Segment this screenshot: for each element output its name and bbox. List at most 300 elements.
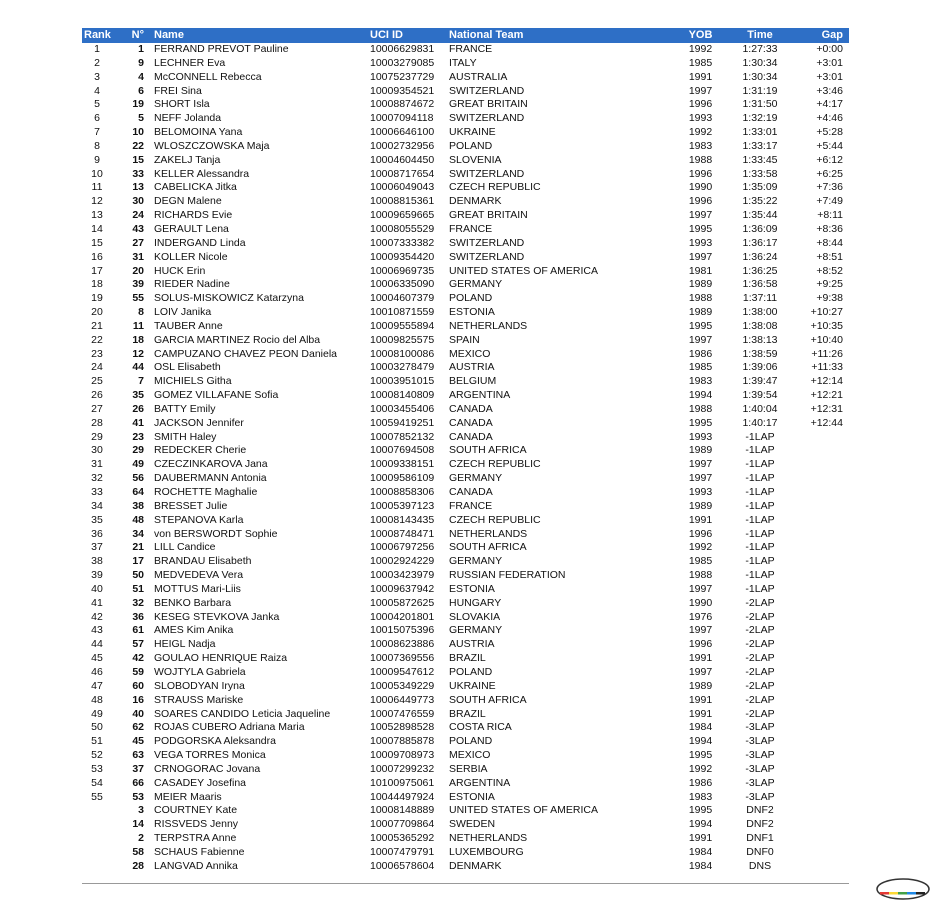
cell-uci-id: 10004607379 [370, 292, 435, 305]
cell-uci-id: 10009708973 [370, 749, 435, 762]
cell-uci-id: 10007369556 [370, 652, 435, 665]
cell-yob: 1991 [688, 693, 713, 706]
cell-bib: 15 [132, 153, 144, 166]
cell-yob: 1985 [688, 56, 713, 69]
cell-uci-id: 10007479791 [370, 845, 435, 858]
cell-gap: +10:35 [810, 319, 843, 332]
cell-uci-id: 10008140809 [370, 389, 435, 402]
cell-rank: 40 [91, 582, 103, 595]
cell-national-team: UKRAINE [449, 679, 496, 692]
cell-time: -1LAP [745, 569, 775, 582]
cell-rank: 15 [91, 236, 103, 249]
cell-name: MEIER Maaris [154, 790, 222, 803]
table-row [82, 320, 849, 334]
cell-uci-id: 10006449773 [370, 693, 435, 706]
cell-national-team: HUNGARY [449, 596, 502, 609]
cell-name: RICHARDS Evie [154, 209, 233, 222]
cell-uci-id: 10002924229 [370, 555, 435, 568]
cell-rank [82, 818, 112, 832]
cell-uci-id: 10009637942 [370, 582, 435, 595]
table-row [82, 292, 849, 306]
cell-bib: 56 [132, 472, 144, 485]
header-gap: Gap [821, 29, 843, 41]
cell-time: 1:38:00 [742, 306, 778, 319]
table-row [82, 417, 849, 431]
cell-rank: 18 [91, 278, 103, 291]
cell-time: -3LAP [745, 735, 775, 748]
cell-name: DAUBERMANN Antonia [154, 472, 267, 485]
cell-name: MICHIELS Githa [154, 375, 232, 388]
cell-rank: 5 [94, 98, 100, 111]
cell-name: JACKSON Jennifer [154, 416, 244, 429]
cell-national-team: AUSTRIA [449, 361, 495, 374]
cell-national-team: BRAZIL [449, 707, 486, 720]
table-row [82, 278, 849, 292]
cell-name: CAMPUZANO CHAVEZ PEON Daniela [154, 347, 338, 360]
cell-bib: 61 [132, 624, 144, 637]
cell-time: -1LAP [745, 472, 775, 485]
cell-national-team: ITALY [449, 56, 477, 69]
cell-national-team: COSTA RICA [449, 721, 512, 734]
cell-uci-id: 10009825575 [370, 333, 435, 346]
cell-gap [790, 832, 849, 846]
bottom-divider [82, 883, 849, 884]
cell-rank: 20 [91, 306, 103, 319]
cell-yob: 1996 [688, 167, 713, 180]
cell-yob: 1983 [688, 790, 713, 803]
cell-gap [790, 597, 849, 611]
cell-yob: 1992 [688, 43, 713, 55]
table-row [82, 624, 849, 638]
cell-name: BENKO Barbara [154, 596, 232, 609]
cell-time: -1LAP [745, 541, 775, 554]
cell-time: -3LAP [745, 721, 775, 734]
cell-bib: 48 [132, 513, 144, 526]
cell-uci-id: 10007885878 [370, 735, 435, 748]
cell-uci-id: 10009354521 [370, 84, 435, 97]
cell-name: BRESSET Julie [154, 499, 228, 512]
table-row [82, 652, 849, 666]
cell-uci-id: 10007094118 [370, 112, 434, 125]
cell-national-team: ARGENTINA [449, 389, 511, 402]
cell-time: 1:35:09 [742, 181, 778, 194]
cell-national-team: GREAT BRITAIN [449, 209, 528, 222]
cell-uci-id: 10009659665 [370, 209, 435, 222]
cell-bib: 53 [132, 790, 144, 803]
cell-yob: 1993 [688, 430, 713, 443]
cell-rank: 36 [91, 527, 103, 540]
cell-rank [82, 860, 112, 874]
table-row [82, 555, 849, 569]
cell-gap: +12:14 [810, 375, 843, 388]
cell-uci-id: 10006578604 [370, 859, 435, 872]
table-row [82, 611, 849, 625]
cell-bib: 32 [132, 596, 144, 609]
cell-national-team: POLAND [449, 665, 493, 678]
cell-time: 1:27:33 [742, 43, 778, 55]
cell-uci-id: 10005397123 [370, 499, 435, 512]
cell-gap [790, 431, 849, 445]
cell-gap [790, 444, 849, 458]
cell-gap: +11:26 [811, 347, 843, 360]
cell-name: ZAKELJ Tanja [154, 153, 221, 166]
cell-gap [790, 666, 849, 680]
cell-time: 1:38:13 [742, 333, 778, 346]
cell-yob: 1985 [688, 555, 713, 568]
cell-bib: 17 [132, 555, 144, 568]
cell-yob: 1995 [688, 222, 713, 235]
cell-uci-id: 10005349229 [370, 679, 435, 692]
cell-time: 1:30:34 [742, 70, 778, 83]
cell-yob: 1989 [688, 278, 713, 291]
cell-bib: 36 [132, 610, 144, 623]
cell-bib: 31 [132, 250, 144, 263]
cell-national-team: GREAT BRITAIN [449, 98, 528, 111]
cell-name: WOJTYLA Gabriela [154, 665, 246, 678]
cell-name: RISSVEDS Jenny [154, 818, 239, 831]
cell-uci-id: 10009547612 [370, 665, 435, 678]
cell-national-team: AUSTRALIA [449, 70, 508, 83]
table-row [82, 209, 849, 223]
cell-yob: 1997 [688, 624, 713, 637]
cell-uci-id: 10007299232 [370, 762, 435, 775]
cell-bib: 38 [132, 499, 144, 512]
cell-rank: 14 [91, 222, 103, 235]
cell-rank: 17 [91, 264, 103, 277]
cell-national-team: FRANCE [449, 499, 493, 512]
cell-gap: +0:00 [816, 43, 843, 55]
cell-name: LILL Candice [154, 541, 216, 554]
cell-rank: 53 [91, 762, 103, 775]
cell-yob: 1996 [688, 195, 713, 208]
cell-time: 1:35:44 [742, 209, 778, 222]
table-row [82, 348, 849, 362]
cell-uci-id: 10044497924 [370, 790, 435, 803]
cell-yob: 1997 [688, 458, 713, 471]
cell-bib: 1 [138, 43, 144, 55]
cell-name: SHORT Isla [154, 98, 210, 111]
cell-time: 1:31:19 [742, 84, 778, 97]
table-row [82, 71, 849, 85]
cell-yob: 1997 [688, 472, 713, 485]
table-row [82, 98, 849, 112]
cell-gap [790, 777, 849, 791]
table-row [82, 694, 849, 708]
cell-bib: 26 [132, 402, 144, 415]
table-row [82, 846, 849, 860]
cell-yob: 1997 [688, 84, 713, 97]
table-row [82, 541, 849, 555]
cell-rank: 7 [94, 126, 100, 139]
cell-uci-id: 10003455406 [370, 402, 435, 415]
cell-gap [790, 860, 849, 874]
cell-bib: 34 [132, 527, 144, 540]
cell-time: 1:39:06 [742, 361, 778, 374]
cell-name: CZECZINKAROVA Jana [154, 458, 268, 471]
cell-rank: 4 [94, 84, 100, 97]
cell-uci-id: 10008100086 [370, 347, 435, 360]
cell-bib: 45 [132, 735, 144, 748]
cell-name: REDECKER Cherie [154, 444, 247, 457]
table-row [82, 486, 849, 500]
cell-rank: 55 [91, 790, 103, 803]
cell-rank: 22 [91, 333, 103, 346]
cell-gap [790, 500, 849, 514]
table-row [82, 763, 849, 777]
cell-rank: 33 [91, 486, 103, 498]
cell-national-team: POLAND [449, 292, 493, 305]
cell-time: -3LAP [745, 749, 775, 762]
cell-yob: 1988 [688, 153, 713, 166]
cell-name: AMES Kim Anika [154, 624, 234, 637]
cell-gap: +4:17 [816, 98, 843, 111]
cell-name: KOLLER Nicole [154, 250, 228, 263]
table-row [82, 666, 849, 680]
cell-national-team: SPAIN [449, 333, 480, 346]
cell-uci-id: 10008623886 [370, 638, 435, 651]
cell-uci-id: 10009338151 [370, 458, 435, 471]
cell-yob: 1989 [688, 306, 713, 319]
cell-gap [790, 791, 849, 805]
cell-bib: 55 [132, 292, 144, 305]
cell-yob: 1991 [688, 832, 713, 845]
cell-rank: 52 [91, 749, 103, 762]
table-row [82, 735, 849, 749]
cell-gap [790, 514, 849, 528]
cell-bib: 18 [132, 333, 144, 346]
watermark-logo [876, 878, 930, 900]
cell-rank: 3 [94, 70, 100, 83]
cell-yob: 1985 [688, 361, 713, 374]
cell-gap [790, 528, 849, 542]
cell-bib: 8 [138, 306, 144, 319]
cell-bib: 3 [138, 804, 144, 817]
cell-national-team: RUSSIAN FEDERATION [449, 569, 566, 582]
cell-time: -2LAP [745, 693, 775, 706]
cell-time: -3LAP [745, 762, 775, 775]
table-row [82, 168, 849, 182]
cell-name: BATTY Emily [154, 402, 216, 415]
cell-uci-id: 10006629831 [370, 43, 435, 55]
cell-time: -1LAP [745, 513, 775, 526]
cell-name: BELOMOINA Yana [154, 126, 243, 139]
cell-time: 1:36:09 [742, 222, 778, 235]
table-row [82, 680, 849, 694]
cell-yob: 1995 [688, 319, 713, 332]
cell-uci-id: 10006049043 [370, 181, 435, 194]
cell-yob: 1991 [688, 707, 713, 720]
cell-rank: 44 [91, 638, 103, 651]
table-row [82, 514, 849, 528]
cell-uci-id: 10006335090 [370, 278, 435, 291]
cell-uci-id: 10009586109 [370, 472, 435, 485]
table-row [82, 791, 849, 805]
cell-uci-id: 10003951015 [370, 375, 435, 388]
cell-yob: 1990 [688, 596, 713, 609]
cell-rank: 42 [91, 610, 103, 623]
cell-rank: 16 [91, 250, 103, 263]
table-row [82, 403, 849, 417]
header-uci-id: UCI ID [370, 29, 403, 41]
cell-bib: 11 [132, 319, 144, 332]
cell-uci-id: 10003279085 [370, 56, 435, 69]
cell-uci-id: 10006797256 [370, 541, 435, 554]
cell-gap: +8:51 [816, 250, 843, 263]
cell-yob: 1994 [688, 818, 713, 831]
cell-time: 1:30:34 [742, 56, 778, 69]
cell-name: MEDVEDEVA Vera [154, 569, 244, 582]
cell-gap: +5:28 [816, 126, 843, 139]
cell-national-team: SWITZERLAND [449, 84, 525, 97]
cell-rank [82, 804, 112, 818]
cell-uci-id: 10008748471 [370, 527, 435, 540]
cell-gap: +3:46 [816, 84, 843, 97]
cell-time: -1LAP [745, 458, 775, 471]
cell-name: KELLER Alessandra [154, 167, 250, 180]
cell-name: VEGA TORRES Monica [154, 749, 266, 762]
cell-national-team: SWITZERLAND [449, 236, 525, 249]
cell-national-team: CZECH REPUBLIC [449, 458, 541, 471]
cell-uci-id: 10007476559 [370, 707, 435, 720]
cell-national-team: BELGIUM [449, 375, 497, 388]
cell-rank: 41 [91, 596, 103, 609]
table-row [82, 223, 849, 237]
cell-bib: 5 [138, 112, 144, 125]
cell-national-team: CZECH REPUBLIC [449, 513, 541, 526]
cell-uci-id: 10008717654 [370, 167, 435, 180]
table-row [82, 804, 849, 818]
cell-gap [790, 652, 849, 666]
cell-gap [790, 611, 849, 625]
cell-yob: 1997 [688, 333, 713, 346]
cell-name: TAUBER Anne [154, 319, 223, 332]
cell-time: 1:33:17 [742, 139, 778, 152]
cell-rank: 21 [91, 319, 103, 332]
cell-yob: 1983 [688, 375, 713, 388]
cell-yob: 1989 [688, 499, 713, 512]
cell-gap [790, 818, 849, 832]
cell-rank: 34 [91, 499, 103, 512]
cell-uci-id: 10059419251 [370, 416, 435, 429]
cell-time: -1LAP [745, 527, 775, 540]
cell-yob: 1991 [688, 513, 713, 526]
cell-time: 1:38:08 [742, 319, 778, 332]
cell-name: GOULAO HENRIQUE Raiza [154, 652, 288, 665]
cell-national-team: AUSTRIA [449, 638, 495, 651]
cell-bib: 24 [132, 209, 144, 222]
cell-national-team: ARGENTINA [449, 776, 511, 789]
cell-name: MOTTUS Mari-Liis [154, 582, 241, 595]
cell-uci-id: 10008815361 [370, 195, 435, 208]
cell-uci-id: 10005365292 [370, 832, 435, 845]
cell-yob: 1996 [688, 98, 713, 111]
table-row [82, 721, 849, 735]
cell-bib: 44 [132, 361, 144, 374]
cell-yob: 1996 [688, 638, 713, 651]
cell-rank: 12 [91, 195, 103, 208]
header-name: Name [154, 29, 184, 41]
table-row [82, 431, 849, 445]
cell-bib: 12 [132, 347, 144, 360]
cell-name: GARCIA MARTINEZ Rocio del Alba [154, 333, 321, 346]
cell-name: SCHAUS Fabienne [154, 845, 245, 858]
cell-national-team: GERMANY [449, 624, 503, 637]
cell-uci-id: 10004201801 [370, 610, 435, 623]
cell-yob: 1986 [688, 776, 713, 789]
cell-yob: 1994 [688, 735, 713, 748]
cell-yob: 1992 [688, 126, 713, 139]
table-row [82, 43, 849, 57]
cell-bib: 9 [138, 56, 144, 69]
cell-national-team: NETHERLANDS [449, 319, 528, 332]
table-row [82, 140, 849, 154]
cell-yob: 1996 [688, 527, 713, 540]
cell-time: -1LAP [745, 486, 775, 498]
cell-bib: 64 [132, 486, 144, 498]
cell-uci-id: 10003278479 [370, 361, 435, 374]
cell-gap [790, 555, 849, 569]
cell-time: 1:36:24 [742, 250, 778, 263]
cell-uci-id: 10007694508 [370, 444, 435, 457]
cell-bib: 10 [132, 126, 144, 139]
header-rank: Rank [84, 29, 111, 41]
cell-bib: 27 [132, 236, 144, 249]
cell-rank: 24 [91, 361, 103, 374]
cell-yob: 1988 [688, 569, 713, 582]
cell-national-team: SOUTH AFRICA [449, 693, 527, 706]
cell-bib: 51 [132, 582, 144, 595]
cell-gap [790, 638, 849, 652]
cell-uci-id: 10100975061 [370, 776, 435, 789]
cell-yob: 1991 [688, 70, 713, 83]
cell-time: DNF0 [746, 845, 774, 858]
cell-national-team: SLOVENIA [449, 153, 502, 166]
cell-gap: +8:52 [816, 264, 843, 277]
cell-time: -1LAP [745, 430, 775, 443]
cell-bib: 22 [132, 139, 144, 152]
cell-yob: 1984 [688, 845, 713, 858]
cell-time: 1:33:45 [742, 153, 778, 166]
cell-time: 1:39:54 [742, 389, 778, 402]
cell-yob: 1997 [688, 250, 713, 263]
cell-yob: 1976 [688, 610, 713, 623]
cell-national-team: ESTONIA [449, 306, 495, 319]
cell-bib: 6 [138, 84, 144, 97]
cell-name: BRANDAU Elisabeth [154, 555, 252, 568]
cell-name: ROCHETTE Maghalie [154, 486, 258, 498]
cell-gap: +7:36 [816, 181, 843, 194]
header-bib: N° [131, 29, 144, 41]
cell-yob: 1997 [688, 665, 713, 678]
cell-national-team: NETHERLANDS [449, 527, 528, 540]
cell-time: -2LAP [745, 624, 775, 637]
cell-national-team: MEXICO [449, 347, 491, 360]
cell-yob: 1995 [688, 416, 713, 429]
cell-yob: 1983 [688, 139, 713, 152]
cell-yob: 1989 [688, 444, 713, 457]
header-time: Time [747, 29, 773, 41]
cell-bib: 39 [132, 278, 144, 291]
cell-time: 1:37:11 [742, 292, 778, 305]
table-row [82, 444, 849, 458]
cell-yob: 1986 [688, 347, 713, 360]
cell-rank: 35 [91, 513, 103, 526]
cell-time: -2LAP [745, 707, 775, 720]
cell-yob: 1988 [688, 292, 713, 305]
table-row [82, 708, 849, 722]
cell-national-team: SWITZERLAND [449, 250, 525, 263]
cell-rank: 8 [94, 139, 100, 152]
